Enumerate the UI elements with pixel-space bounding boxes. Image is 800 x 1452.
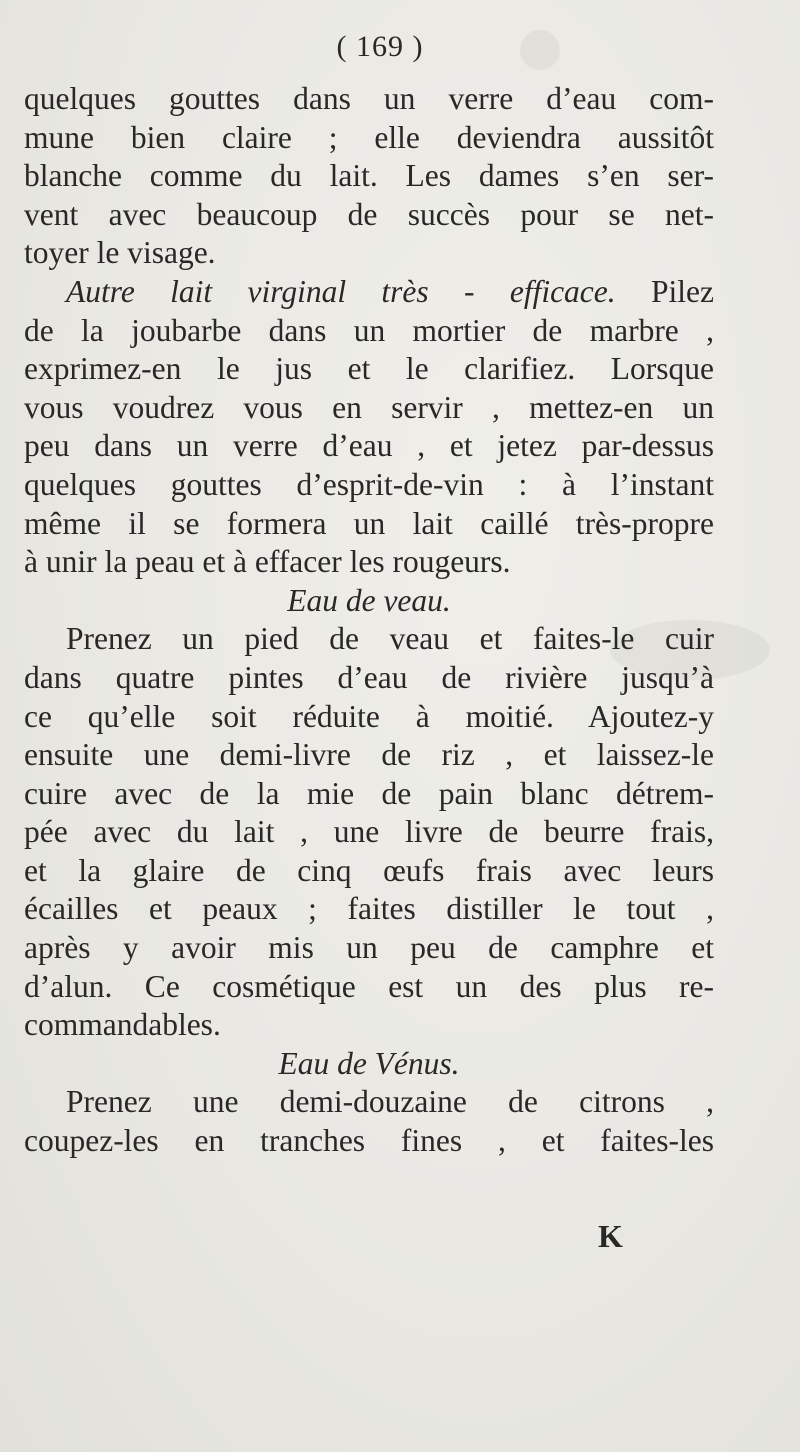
- text-line: Pilez: [651, 273, 714, 309]
- text-line: d’alun. Ce cosmétique est un des plus re-: [24, 968, 714, 1004]
- text-line: blanche comme du lait. Les dames s’en ser-: [24, 158, 714, 194]
- text-line: pée avec du lait , une livre de beurre frais,: [24, 814, 714, 850]
- text-line: Prenez une demi-douzaine de citrons ,: [66, 1084, 714, 1120]
- text-line: et la glaire de cinq œufs frais avec leurs: [24, 852, 714, 888]
- text-line: de la joubarbe dans un mortier de marbre ,: [24, 312, 714, 348]
- text-line: ensuite une demi-livre de riz , et laissez-le: [24, 737, 714, 773]
- signature-mark: K: [598, 1218, 623, 1254]
- text-line: coupez-les en tranches fines , et faites-les: [24, 1123, 714, 1159]
- text-line: quelques gouttes d’esprit-de-vin : à l’instant: [24, 466, 714, 502]
- text-line: à unir la peau et à effacer les rougeurs.: [24, 544, 511, 580]
- text-line: peu dans un verre d’eau , et jetez par-dessus: [24, 428, 714, 464]
- text-line: Prenez un pied de veau et faites-le cuir: [66, 621, 714, 657]
- text-line: vous voudrez vous en servir , mettez-en un: [24, 389, 714, 425]
- text-line: après y avoir mis un peu de camphre et: [24, 930, 714, 966]
- section-heading: Eau de veau.: [287, 582, 451, 618]
- text-block: [24, 80, 714, 1161]
- text-line: toyer le visage.: [24, 235, 216, 271]
- page-number: ( 169 ): [336, 30, 424, 63]
- text-line: ce qu’elle soit réduite à moitié. Ajoutez-y: [24, 698, 714, 734]
- text-line: exprimez-en le jus et le clarifiez. Lorsque: [24, 351, 714, 387]
- text-line: dans quatre pintes d’eau de rivière jusqu’à: [24, 659, 714, 695]
- recipe-title-line: [24, 273, 714, 312]
- section-heading: Eau de Vénus.: [278, 1045, 460, 1081]
- text-line: même il se formera un lait caillé très-propre: [24, 505, 714, 541]
- text-line: mune bien claire ; elle deviendra aussitôt: [24, 119, 714, 155]
- recipe-title: Autre lait virginal très - efficace.: [66, 273, 616, 309]
- text-line: quelques gouttes dans un verre d’eau com-: [24, 81, 714, 116]
- text-line: écailles et peaux ; faites distiller le tout ,: [24, 891, 714, 927]
- text-line: vent avec beaucoup de succès pour se net-: [24, 196, 714, 232]
- text-line: commandables.: [24, 1007, 221, 1043]
- text-line: cuire avec de la mie de pain blanc détrem-: [24, 775, 714, 811]
